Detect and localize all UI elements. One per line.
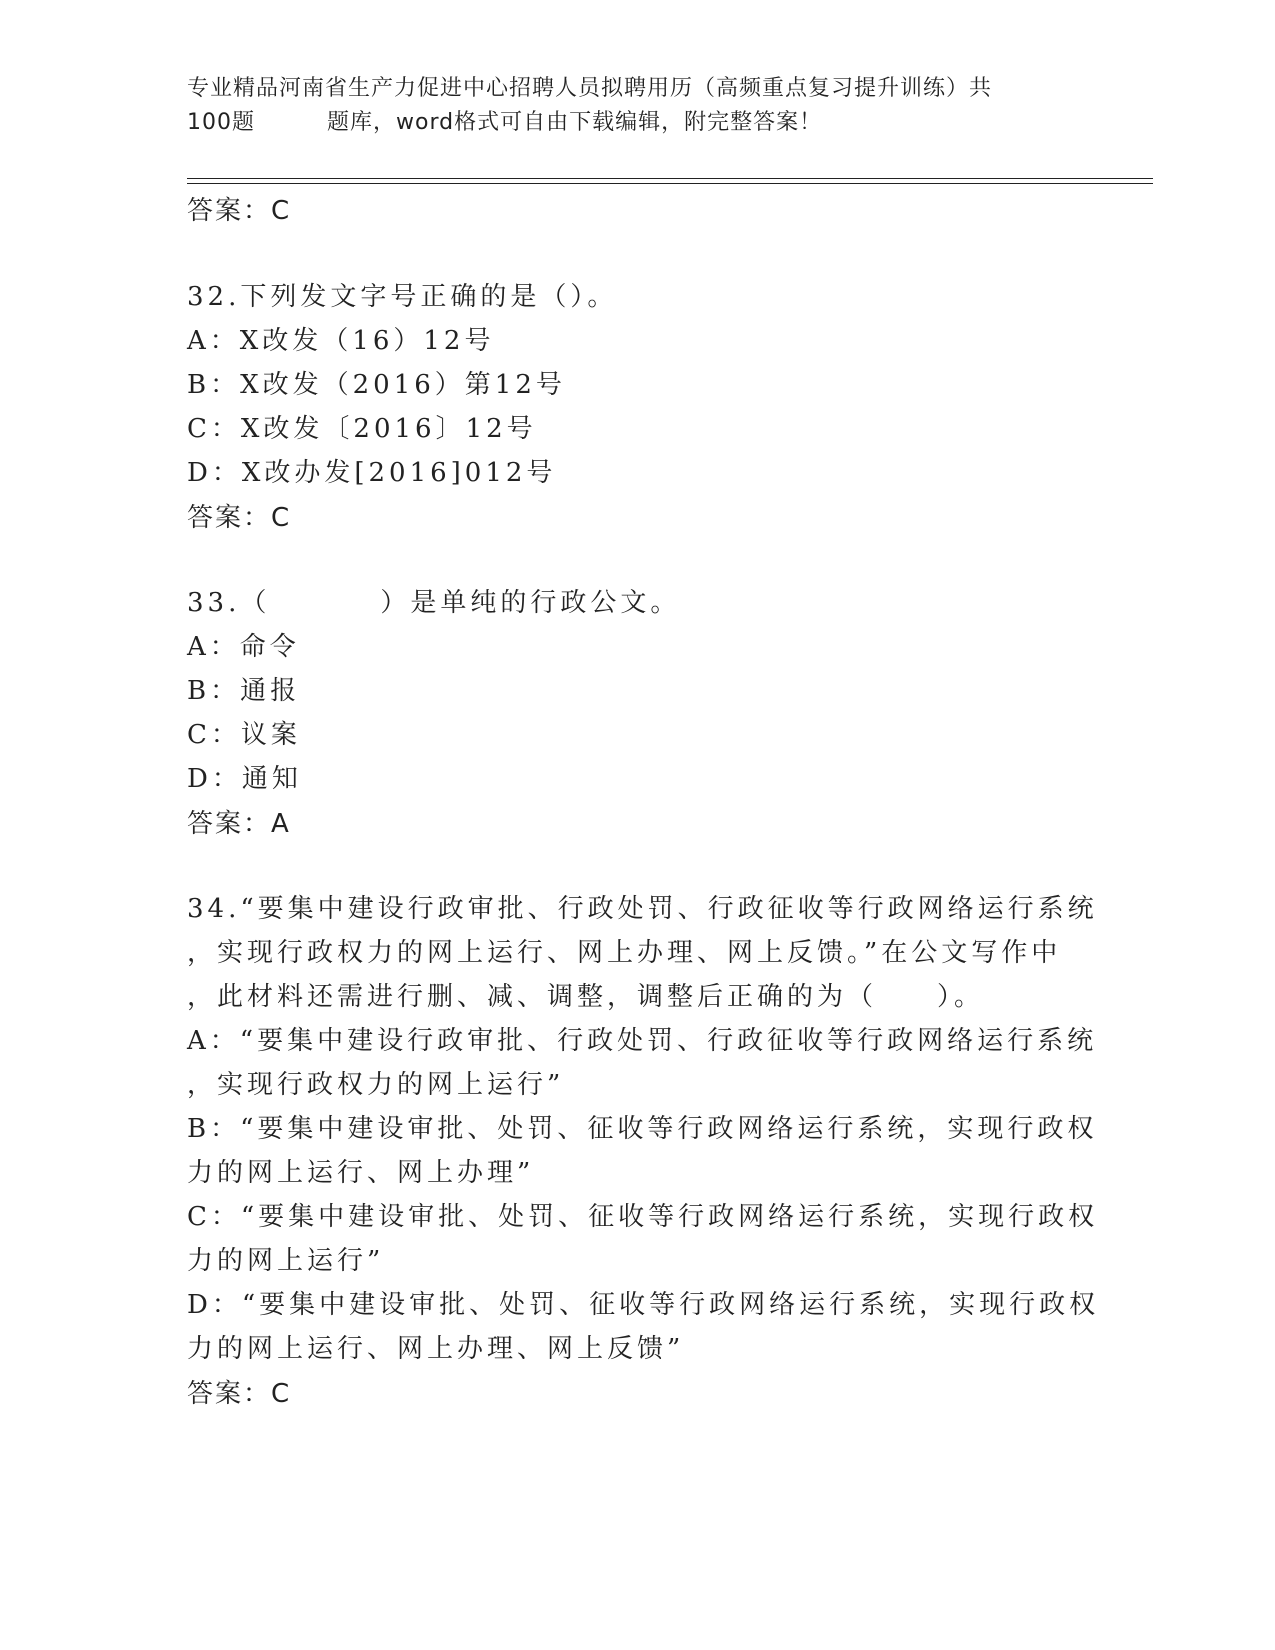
question-34-stem-line-2: ，实现行政权力的网上运行、网上办理、网上反馈。”在公文写作中	[187, 938, 1062, 968]
header-rule-top	[187, 178, 1153, 179]
question-34-option-a-line-1: A：“要集中建设行政审批、行政处罚、行政征收等行政网络运行系统	[187, 1026, 1098, 1056]
question-34-answer: 答案：C	[187, 1379, 292, 1409]
header-desc: 题库，word格式可自由下载编辑，附完整答案！	[327, 110, 823, 135]
question-34-stem-line-3: ，此材料还需进行删、减、调整，调整后正确的为（ ）。	[187, 982, 985, 1012]
header-count: 100题	[187, 110, 255, 135]
question-32-answer: 答案：C	[187, 503, 292, 533]
question-34-option-d-line-1: D：“要集中建设审批、处罚、征收等行政网络运行系统，实现行政权	[187, 1290, 1100, 1320]
question-32-stem: 32.下列发文字号正确的是（）。	[187, 282, 618, 312]
question-34-option-a-line-2: ，实现行政权力的网上运行”	[187, 1070, 565, 1100]
question-33-option-a: A：命令	[187, 632, 300, 662]
prev-answer: 答案：C	[187, 196, 292, 226]
question-33-option-d: D：通知	[187, 764, 302, 794]
question-34-stem-line-1: 34.“要集中建设行政审批、行政处罚、行政征收等行政网络运行系统	[187, 894, 1098, 924]
header-line-1: 专业精品河南省生产力促进中心招聘人员拟聘用历（高频重点复习提升训练）共	[187, 76, 993, 101]
question-34-option-c-line-2: 力的网上运行”	[187, 1246, 385, 1276]
question-34-option-d-line-2: 力的网上运行、网上办理、网上反馈”	[187, 1334, 685, 1364]
question-33-option-c: C：议案	[187, 720, 301, 750]
question-32-option-c: C：X改发〔2016〕12号	[187, 414, 537, 444]
question-33-answer: 答案：A	[187, 809, 291, 839]
question-32-option-a: A：X改发（16）12号	[187, 326, 495, 356]
question-34-option-c-line-1: C：“要集中建设审批、处罚、征收等行政网络运行系统，实现行政权	[187, 1202, 1099, 1232]
question-33-option-b: B：通报	[187, 676, 301, 706]
question-32-option-d: D：X改办发[2016]012号	[187, 458, 557, 488]
question-32-option-b: B：X改发（2016）第12号	[187, 370, 566, 400]
question-34-option-b-line-1: B：“要集中建设审批、处罚、征收等行政网络运行系统，实现行政权	[187, 1114, 1098, 1144]
header-line-2	[187, 106, 1087, 140]
document-header	[187, 72, 1087, 140]
header-rule-bottom	[187, 183, 1153, 184]
question-33-stem: 33.（ ）是单纯的行政公文。	[187, 588, 681, 618]
question-34-option-b-line-2: 力的网上运行、网上办理”	[187, 1158, 535, 1188]
